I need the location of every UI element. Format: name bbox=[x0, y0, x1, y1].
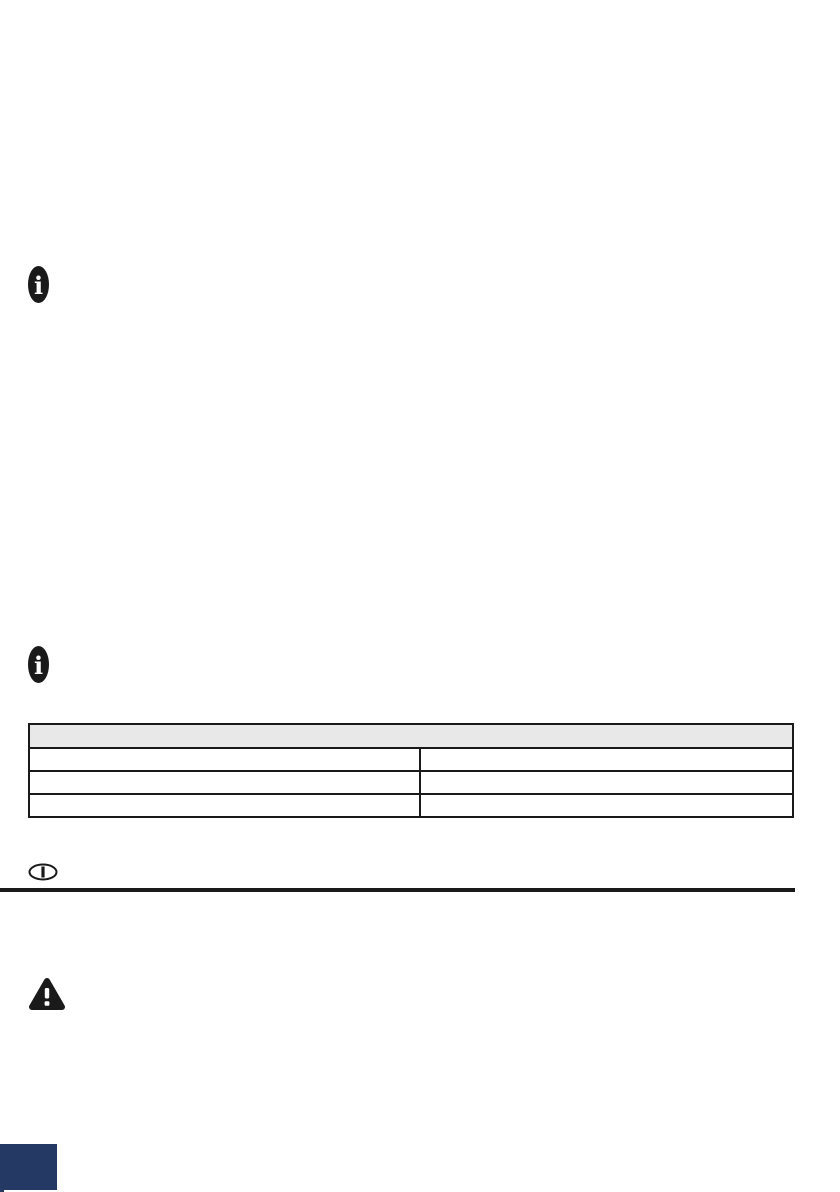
power-on-icon bbox=[28, 863, 58, 886]
table-cell bbox=[29, 794, 420, 817]
info-icon bbox=[28, 646, 49, 688]
table-cell bbox=[420, 748, 793, 771]
table-cell bbox=[420, 794, 793, 817]
table-cell bbox=[29, 748, 420, 771]
svg-text:i: i bbox=[33, 271, 44, 300]
table-row bbox=[29, 748, 793, 771]
table-header-row bbox=[29, 724, 793, 748]
info-icon bbox=[28, 266, 49, 308]
table-cell bbox=[29, 771, 420, 794]
spec-table bbox=[28, 723, 794, 818]
table-row bbox=[29, 771, 793, 794]
svg-text:i: i bbox=[33, 651, 44, 680]
section-divider bbox=[0, 888, 795, 892]
warning-triangle-icon bbox=[28, 977, 66, 1017]
table-row bbox=[29, 794, 793, 817]
table-cell bbox=[420, 771, 793, 794]
table-header-cell bbox=[29, 724, 793, 748]
page-number-tab bbox=[0, 1144, 57, 1190]
